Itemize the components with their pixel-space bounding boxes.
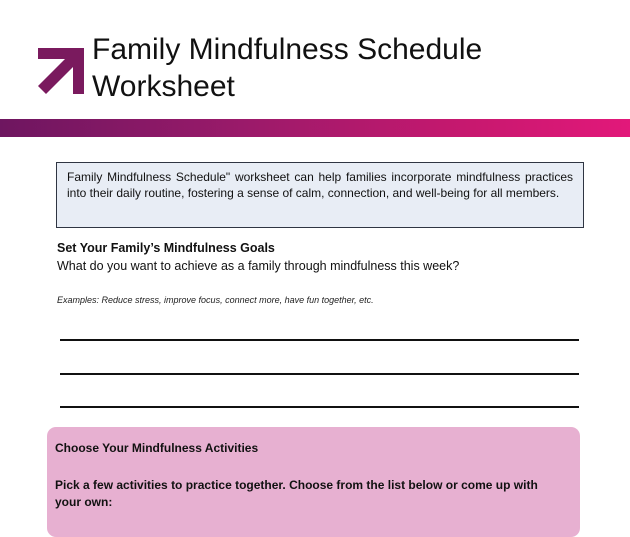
intro-box: Family Mindfulness Schedule" worksheet can help families incorporate mindfulness practices into their daily routine, fostering a sense of calm, connection, and well-being for all members.	[56, 162, 584, 228]
worksheet-header	[0, 0, 630, 137]
page-title: Family Mindfulness Schedule Worksheet	[92, 33, 483, 103]
header-gradient-band	[0, 119, 630, 137]
goals-question: What do you want to achieve as a family through mindfulness this week?	[57, 259, 460, 273]
answer-line-2[interactable]	[60, 373, 579, 375]
activities-heading: Choose Your Mindfulness Activities	[55, 441, 259, 455]
answer-line-3[interactable]	[60, 406, 579, 408]
goals-heading: Set Your Family’s Mindfulness Goals	[57, 241, 275, 255]
activities-instructions: Pick a few activities to practice together. Choose from the list below or come up with your own:	[55, 478, 538, 509]
activities-section	[47, 427, 580, 537]
goals-examples: Examples: Reduce stress, improve focus, connect more, have fun together, etc.	[57, 295, 374, 305]
arrow-up-right-icon	[34, 45, 88, 99]
answer-line-1[interactable]	[60, 339, 579, 341]
